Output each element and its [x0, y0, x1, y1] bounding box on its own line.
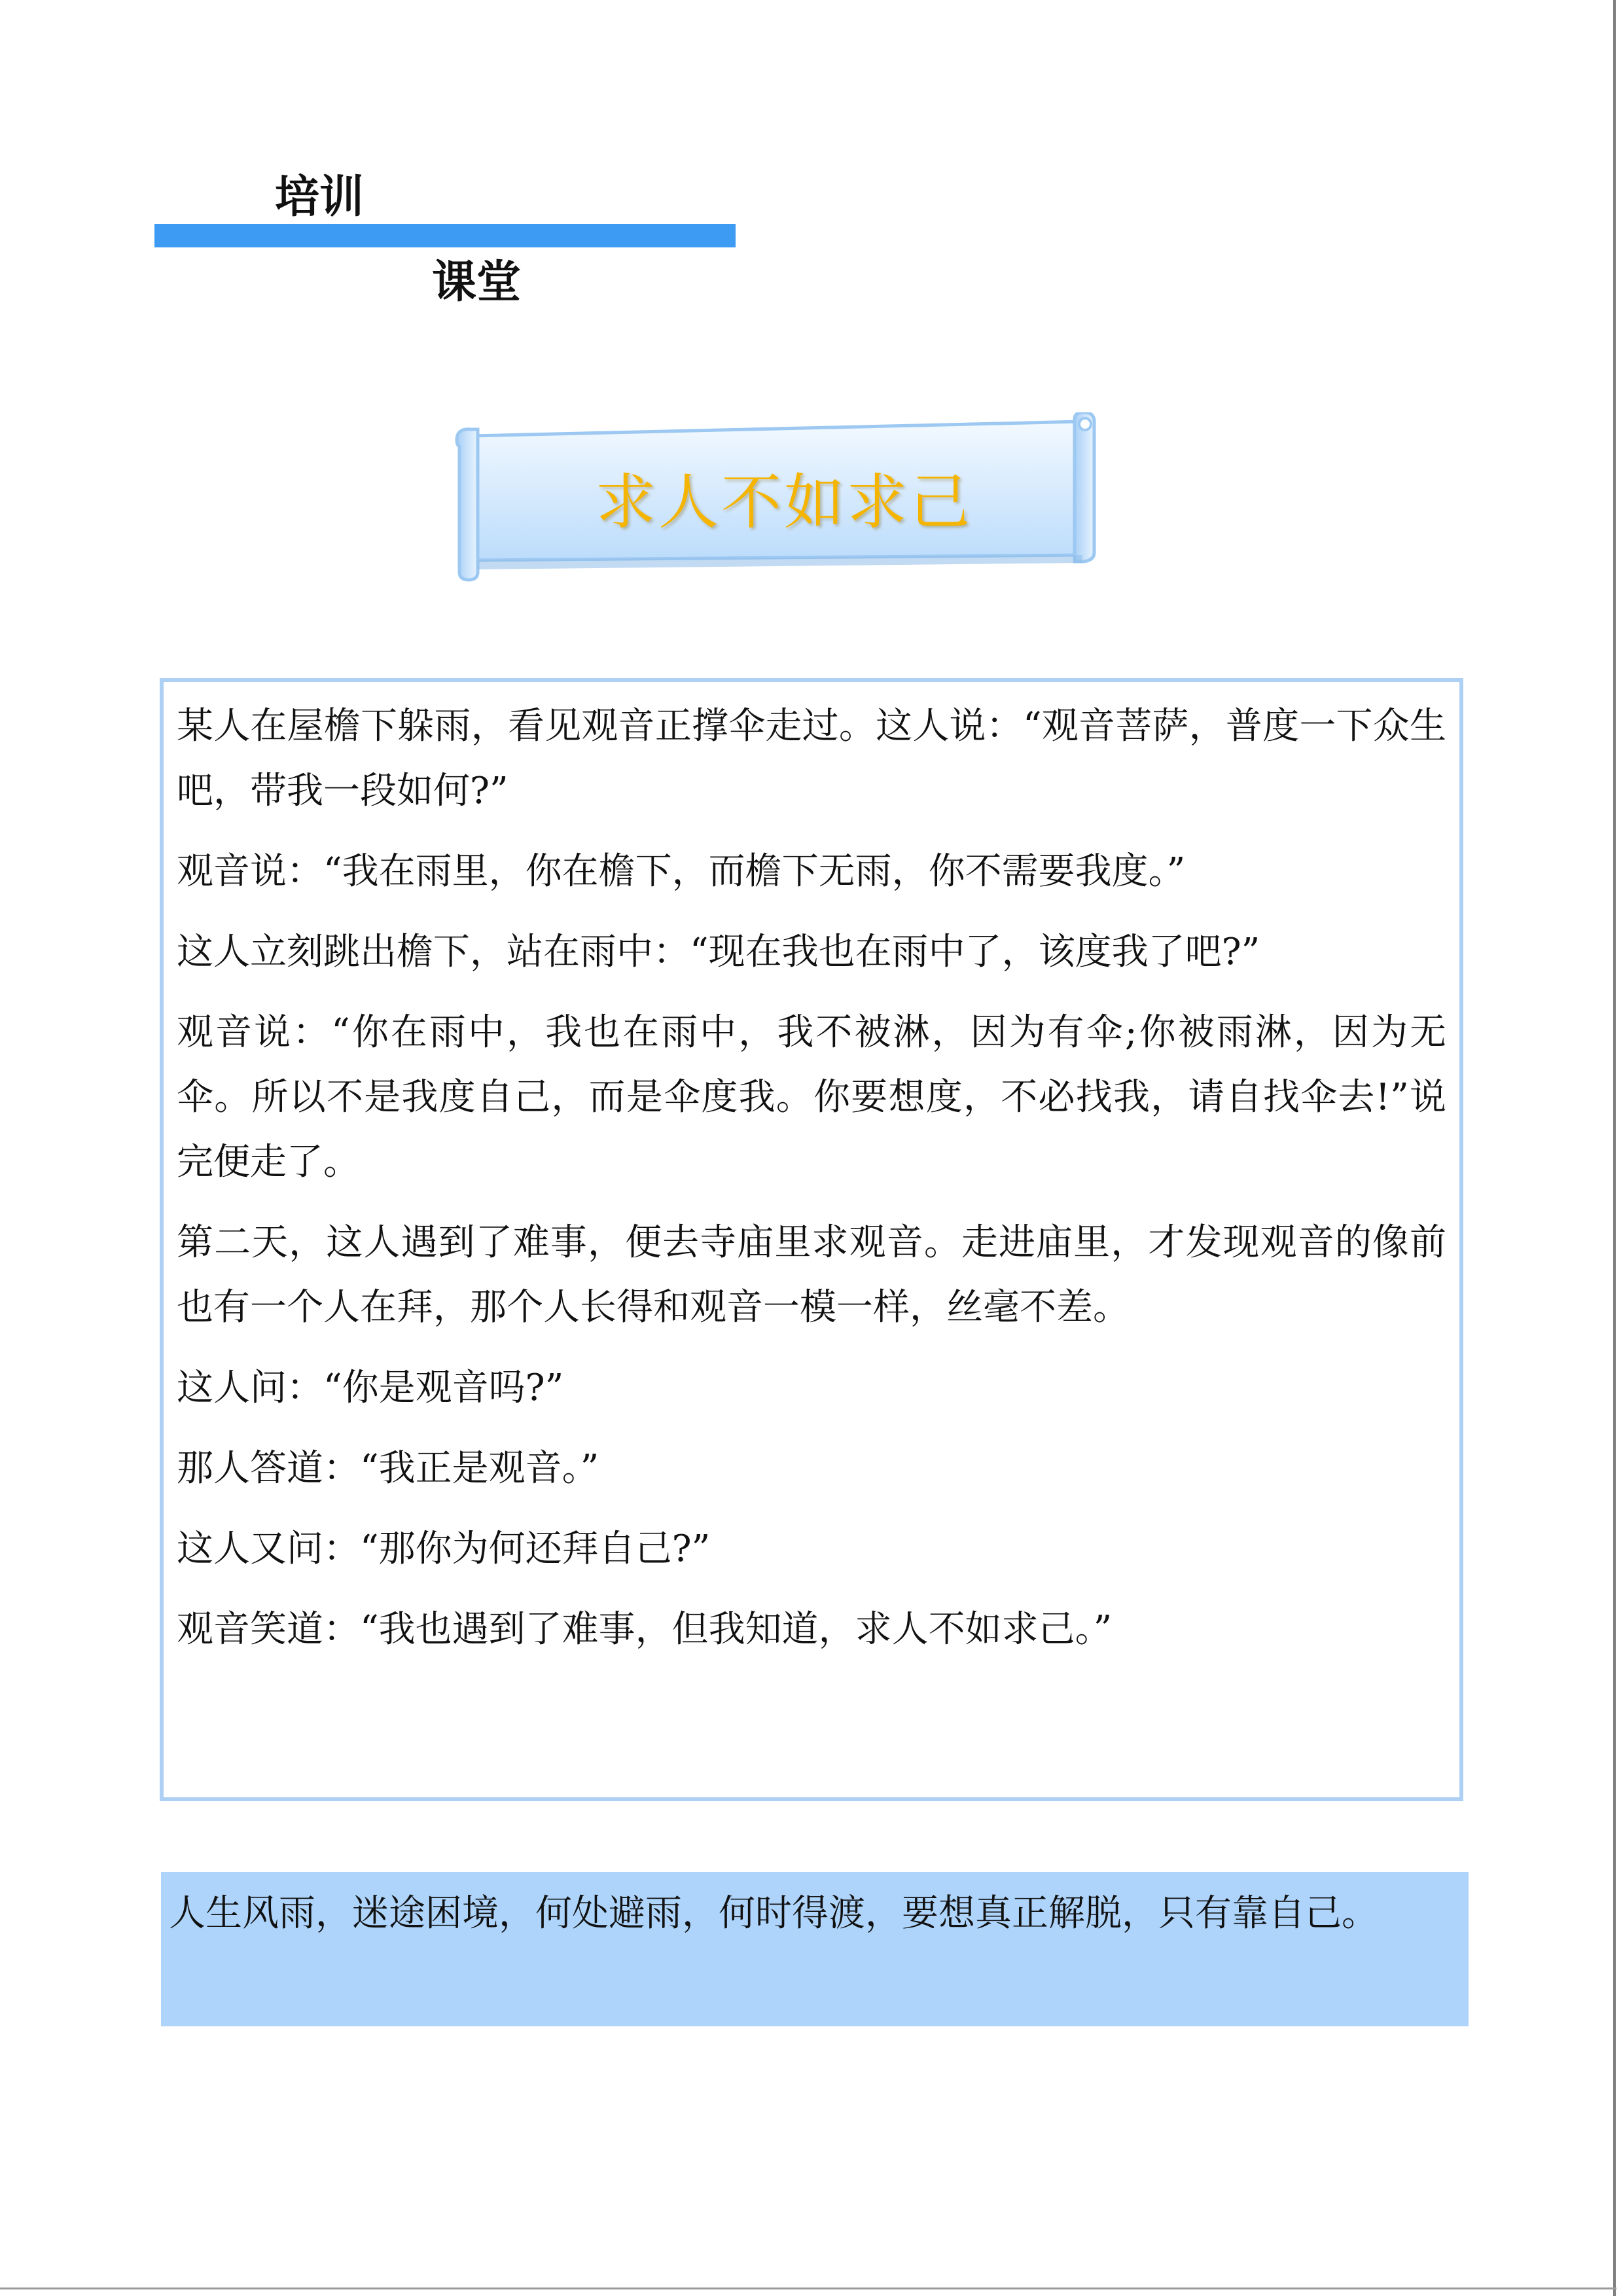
- story-paragraph: 第二天，这人遇到了难事，便去寺庙里求观音。走进庙里，才发现观音的像前也有一个人在拜，那个人长得和观音一模一样，丝毫不差。: [177, 1221, 1446, 1329]
- page-border-bottom: [0, 2287, 1616, 2289]
- story-paragraph: 这人问：“你是观音吗?”: [177, 1367, 564, 1409]
- story-paragraph: 这人立刻跳出檐下，站在雨中：“现在我也在雨中了，该度我了吧?”: [177, 931, 1260, 973]
- moral-box: [161, 1872, 1469, 2026]
- page-border-right: [1613, 0, 1616, 2296]
- banner-title: 求人不如求己: [595, 467, 972, 537]
- story-paragraph: 某人在屋檐下躲雨，看见观音正撑伞走过。这人说：“观音菩萨，普度一下众生吧，带我一段如何?”: [177, 705, 1446, 812]
- section-heading-training: 培训: [275, 171, 365, 223]
- story-paragraph: 观音说：“我在雨里，你在檐下，而檐下无雨，你不需要我度。”: [177, 850, 1186, 893]
- section-heading-classroom: 课堂: [432, 257, 522, 308]
- story-paragraph: 这人又问：“那你为何还拜自己?”: [177, 1528, 711, 1570]
- story-box: [160, 678, 1463, 1801]
- story-paragraph: 那人答道：“我正是观音。”: [177, 1447, 599, 1490]
- story-paragraph: 观音说：“你在雨中，我也在雨中，我不被淋，因为有伞;你被雨淋，因为无伞。所以不是我度自己，而是伞度我。你要想度，不必找我，请自找伞去!”说完便走了。: [177, 1011, 1446, 1183]
- title-scroll-banner: [452, 412, 1103, 583]
- moral-text: 人生风雨，迷途困境，何处避雨，何时得渡，要想真正解脱，只有靠自己。: [169, 1892, 1378, 1935]
- heading-accent-bar: [154, 224, 736, 247]
- story-paragraph: 观音笑道：“我也遇到了难事，但我知道，求人不如求己。”: [177, 1608, 1113, 1651]
- story-text: [177, 694, 1446, 1677]
